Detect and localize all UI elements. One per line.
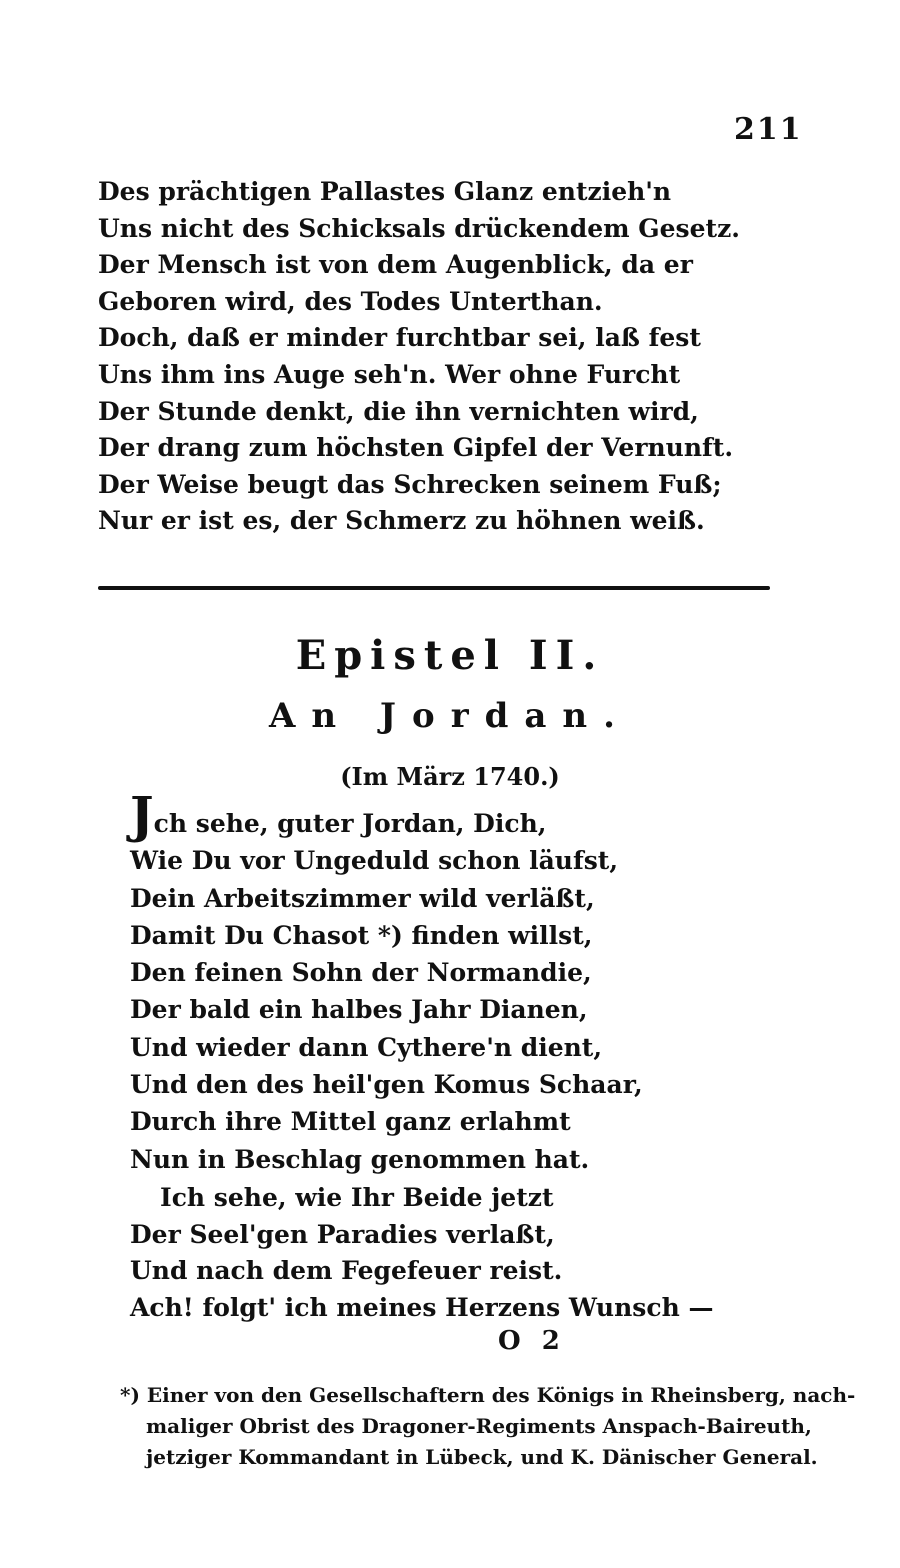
verse-line: Damit Du Chasot *) finden willst, — [130, 920, 593, 950]
verse-line: Nur er ist es, der Schmerz zu höhnen weiß. — [98, 506, 705, 536]
section-divider — [98, 586, 770, 590]
page-number: 211 — [734, 112, 803, 147]
verse-line: Der Stunde denkt, die ihn vernichten wird, — [98, 396, 699, 426]
verse-line: Ich sehe, wie Ihr Beide jetzt — [160, 1183, 554, 1212]
footnote-line: jetziger Kommandant in Lübeck, und K. Dänischer General. — [146, 1445, 818, 1469]
verse-line: Der Seel'gen Paradies verlaßt, — [130, 1219, 555, 1249]
verse-line: Uns ihm ins Auge seh'n. Wer ohne Furcht — [98, 359, 681, 389]
footnote-line: maliger Obrist des Dragoner-Regiments Anspach-Baireuth, — [146, 1414, 812, 1438]
verse-line: Ach! folgt' ich meines Herzens Wunsch — — [130, 1292, 714, 1322]
verse-line: Der Mensch ist von dem Augenblick, da er — [98, 250, 693, 280]
verse-line: Der drang zum höchsten Gipfel der Vernunft. — [98, 433, 734, 463]
verse-line: Geboren wird, des Todes Unterthan. — [98, 286, 603, 316]
verse-line: Nun in Beschlag genommen hat. — [130, 1144, 590, 1174]
verse-line: Und wieder dann Cythere'n dient, — [130, 1032, 603, 1062]
verse-line: Der Weise beugt das Schrecken seinem Fuß; — [98, 469, 722, 499]
verse-line-first — [130, 785, 643, 844]
verse-line: Wie Du vor Ungeduld schon läufst, — [130, 846, 619, 876]
drop-cap: J — [130, 785, 154, 844]
verse-line: Durch ihre Mittel ganz erlahmt — [130, 1107, 571, 1137]
epistle-title: Epistel II. — [295, 632, 605, 679]
verse-line: Der bald ein halbes Jahr Dianen, — [130, 995, 588, 1025]
epistle-date: (Im März 1740.) — [340, 762, 560, 791]
epistle-subtitle: An Jordan. — [269, 696, 631, 736]
verse-line: Und den des heil'gen Komus Schaar, — [130, 1070, 643, 1100]
top-stanza — [98, 174, 740, 540]
verse-line-rest: ch sehe, guter Jordan, Dich, — [153, 809, 547, 838]
footnote — [120, 1380, 855, 1473]
verse-line: Und nach dem Fegefeuer reist. — [130, 1256, 563, 1285]
epistle-stanza-2 — [130, 1180, 713, 1326]
verse-line: Des prächtigen Pallastes Glanz entzieh'n — [98, 177, 672, 206]
footnote-line: *) Einer von den Gesellschaftern des Königs in Rheinsberg, nach- — [120, 1383, 856, 1407]
verse-line: Den feinen Sohn der Normandie, — [130, 958, 592, 988]
verse-line: Dein Arbeitszimmer wild verläßt, — [130, 883, 595, 913]
signature-mark: O 2 — [498, 1326, 566, 1356]
verse-line: Doch, daß er minder furchtbar sei, laß fest — [98, 323, 701, 353]
epistle-stanza-1 — [130, 785, 643, 1178]
verse-line: Uns nicht des Schicksals drückendem Gesetz. — [98, 213, 740, 243]
